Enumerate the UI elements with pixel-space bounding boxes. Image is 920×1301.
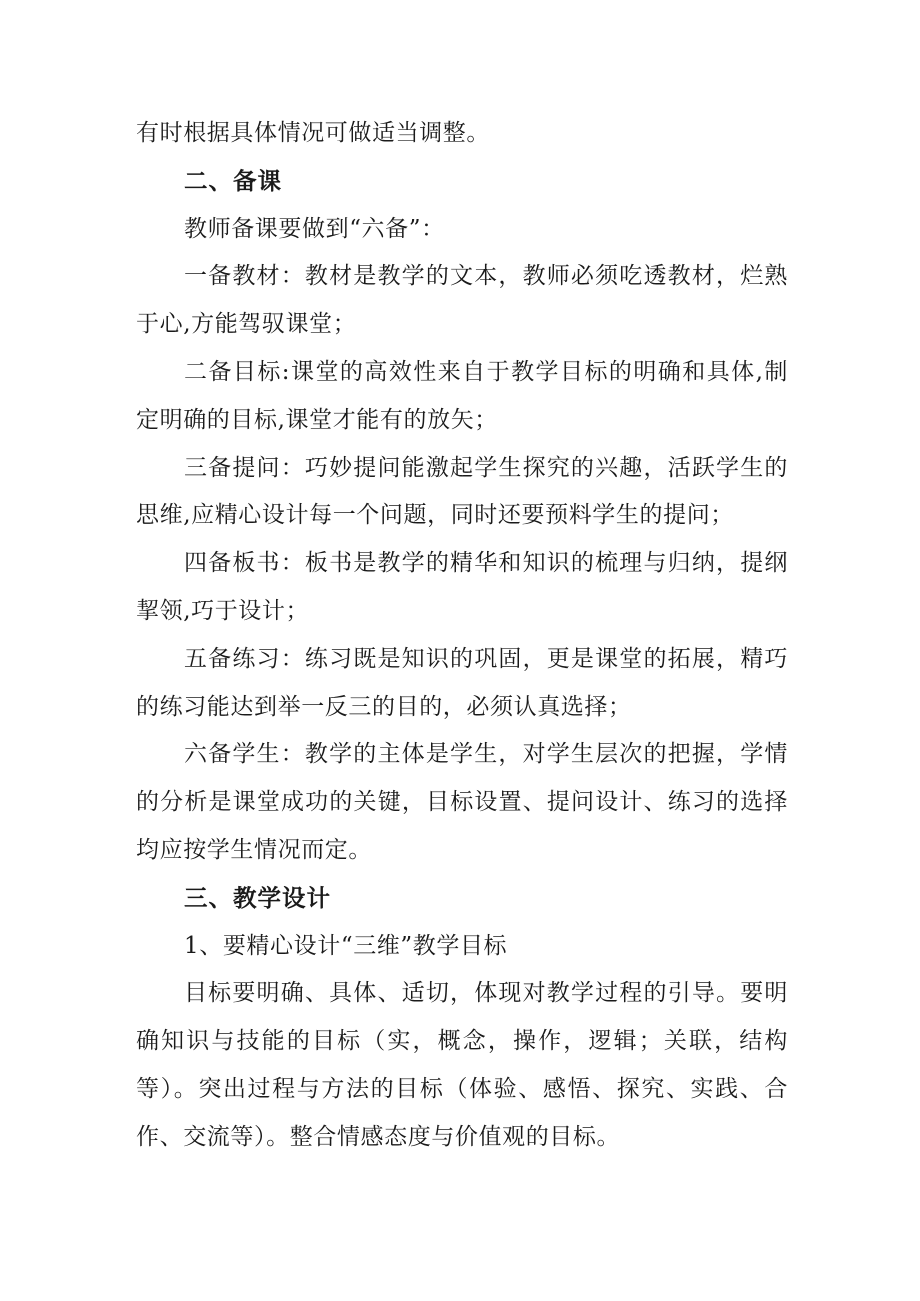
section-heading-lesson-prep: 二、备课 (184, 166, 282, 195)
paragraph-prep-exercises: 五备练习：练习既是知识的巩固，更是课堂的拓展，精巧的练习能达到举一反三的目的，必须认真选择； (136, 645, 788, 720)
paragraph-goal-details: 目标要明确、具体、适切，体现对教学过程的引导。要明确知识与技能的目标（实，概念，操作，逻辑；关联，结构等）。突出过程与方法的目标（体验、感悟、探究、实践、合作、交流等）。整合情感态度与价值观的目标。 (136, 980, 788, 1150)
paragraph-prep-textbook: 一备教材：教材是教学的文本，教师必须吃透教材，烂熟于心,方能驾驭课堂； (136, 263, 788, 338)
paragraph-continuation: 有时根据具体情况可做适当调整。 (136, 120, 490, 146)
paragraph-six-preparations-intro: 教师备课要做到“六备”： (184, 215, 445, 242)
paragraph-prep-students: 六备学生：教学的主体是学生，对学生层次的把握，学情的分析是课堂成功的关键，目标设置、提问设计、练习的选择均应按学生情况而定。 (136, 741, 788, 863)
paragraph-prep-questions: 三备提问：巧妙提问能激起学生探究的兴趣，活跃学生的思维,应精心设计每一个问题，同时还要预料学生的提问； (136, 454, 788, 529)
section-heading-teaching-design: 三、教学设计 (184, 883, 331, 912)
paragraph-prep-blackboard: 四备板书：板书是教学的精华和知识的梳理与归纳，提纲挈领,巧于设计； (136, 550, 788, 624)
document-body (136, 110, 788, 1162)
subheading-three-dimension-goals: 1、要精心设计“三维”教学目标 (184, 932, 508, 959)
paragraph-prep-objectives: 二备目标:课堂的高效性来自于教学目标的明确和具体,制定明确的目标,课堂才能有的放矢； (136, 358, 788, 433)
